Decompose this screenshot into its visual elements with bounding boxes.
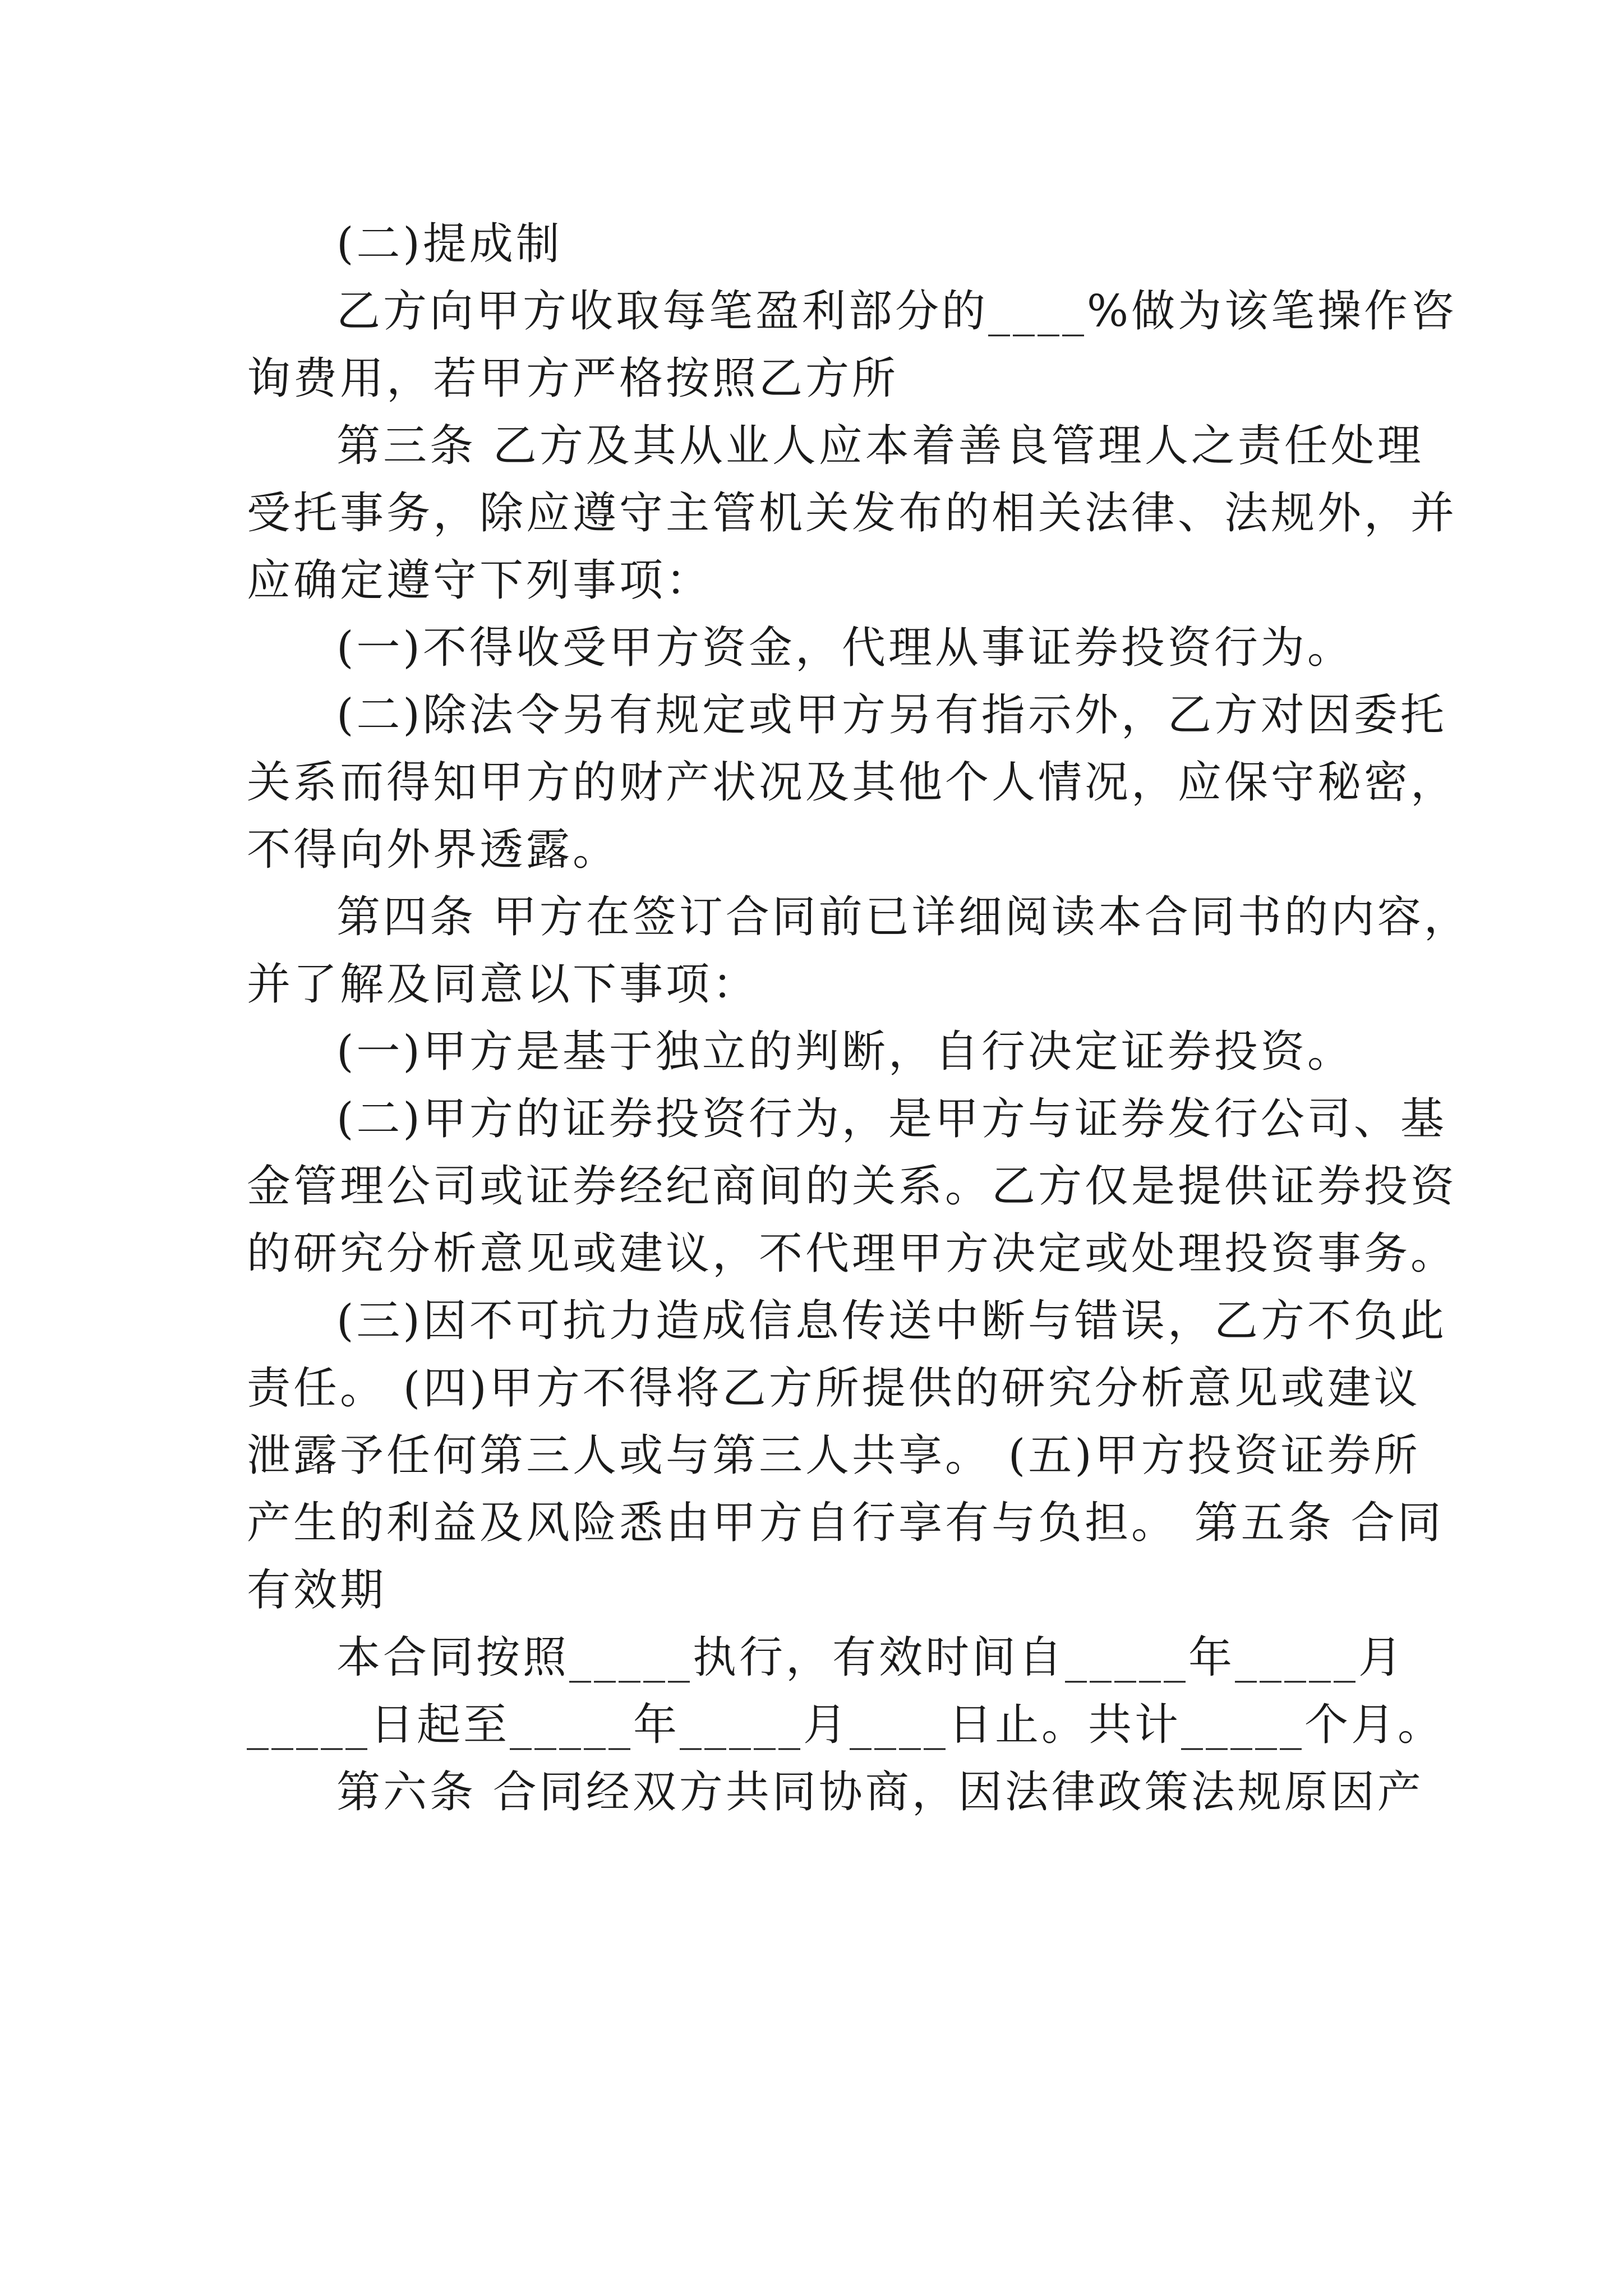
text-line: 金管理公司或证券经纪商间的关系。乙方仅是提供证券投资 xyxy=(247,1161,1458,1212)
text-line: 产生的利益及风险悉由甲方自行享有与负担。 第五条 合同 xyxy=(247,1498,1444,1548)
text-line: 受托事务，除应遵守主管机关发布的相关法律、法规外，并 xyxy=(247,488,1458,539)
text-line: 乙方向甲方收取每笔盈利部分的____%做为该笔操作咨 xyxy=(336,286,1458,337)
paragraph-article-4-items-3-5 xyxy=(247,1287,1447,1624)
paragraph-article-6 xyxy=(247,1759,1424,1826)
text-line: 关系而得知甲方的财产状况及其他个人情况，应保守秘密， xyxy=(247,757,1458,808)
paragraph-validity-period xyxy=(247,1624,1445,1759)
text-line: 责任。 (四)甲方不得将乙方所提供的研究分析意见或建议 xyxy=(247,1363,1421,1414)
paragraph-commission-heading xyxy=(247,210,1382,278)
text-line: 第四条 甲方在签订合同前已详细阅读本合同书的内容， xyxy=(336,892,1470,942)
paragraph-article-3 xyxy=(247,412,1458,614)
text-line: 有效期 xyxy=(247,1565,387,1616)
paragraph-article-4 xyxy=(247,884,1470,1018)
paragraph-article-4-item-2 xyxy=(247,1085,1458,1287)
text-line: 询费用，若甲方严格按照乙方所 xyxy=(247,353,899,404)
text-line: 本合同按照_____执行，有效时间自_____年_____月 xyxy=(336,1632,1405,1683)
text-line: (二)甲方的证券投资行为，是甲方与证券发行公司、基 xyxy=(336,1094,1447,1144)
text-line: (一)不得收受甲方资金，代理从事证券投资行为。 xyxy=(336,623,1354,673)
text-line: (二)提成制 xyxy=(336,219,562,269)
text-line: 应确定遵守下列事项： xyxy=(247,555,713,606)
text-line: _____日起至_____年_____月____日止。共计_____个月。 xyxy=(247,1700,1445,1750)
text-line: (二)除法令另有规定或甲方另有指示外，乙方对因委托 xyxy=(336,690,1447,740)
text-line: 并了解及同意以下事项： xyxy=(247,959,759,1010)
text-line: 泄露予任何第三人或与第三人共享。 (五)甲方投资证券所 xyxy=(247,1430,1421,1481)
text-line: 第六条 合同经双方共同协商，因法律政策法规原因产 xyxy=(336,1767,1424,1818)
paragraph-article-4-item-1 xyxy=(247,1018,1382,1085)
paragraph-article-3-item-1 xyxy=(247,614,1382,682)
text-line: (一)甲方是基于独立的判断，自行决定证券投资。 xyxy=(336,1027,1354,1077)
text-line: 不得向外界透露。 xyxy=(247,825,620,875)
text-line: (三)因不可抗力造成信息传送中断与错误，乙方不负此 xyxy=(336,1296,1447,1346)
document-body xyxy=(247,210,1470,1826)
paragraph-commission-terms xyxy=(247,278,1458,412)
text-line: 的研究分析意见或建议，不代理甲方决定或处理投资事务。 xyxy=(247,1228,1458,1279)
paragraph-article-3-item-2 xyxy=(247,682,1458,884)
text-line: 第三条 乙方及其从业人应本着善良管理人之责任处理 xyxy=(336,421,1424,471)
